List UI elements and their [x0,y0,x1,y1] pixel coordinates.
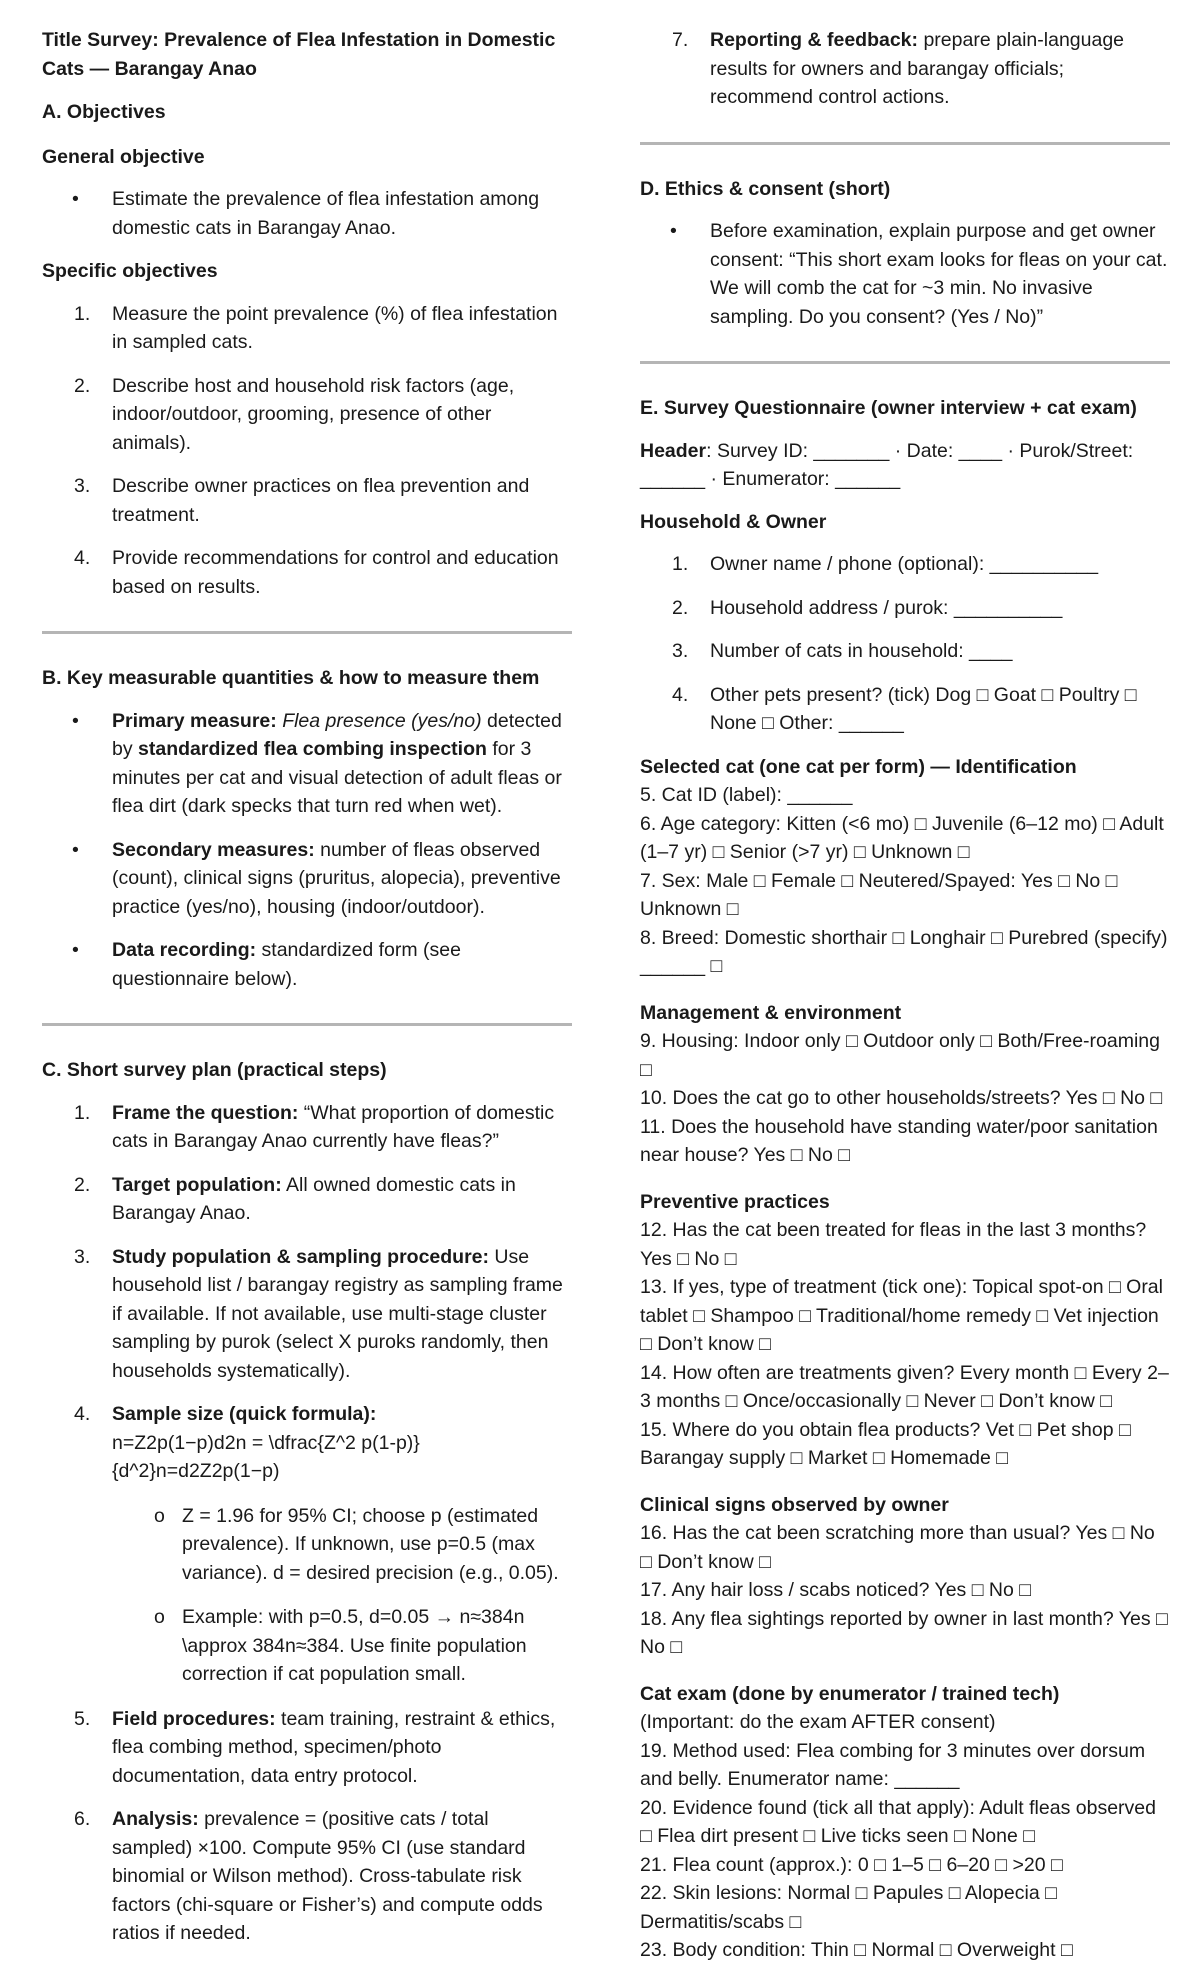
section-b-heading: B. Key measurable quantities & how to measure them [42,667,540,689]
list-item: 6. Analysis: prevalence = (positive cats / total sampled) ×100. Compute 95% CI (use standard binomial or Wilson method). Cross-tabulate risk factors (chi-square or Fisher’s) and compute odds ratios if needed. [74,1808,543,1944]
identification-block [640,753,1170,981]
question-line: 6. Age category: Kitten (<6 mo) □ Juvenile (6–12 mo) □ Adult (1–7 yr) □ Senior (>7 yr) □ Unknown □ [640,812,1164,863]
question-line: 22. Skin lesions: Normal □ Papules □ Alopecia □ Dermatitis/scabs □ [640,1882,1057,1933]
cat-exam-block [640,1680,1170,1965]
management-heading: Management & environment [640,1001,902,1024]
question-line: 14. How often are treatments given? Every month □ Every 2–3 months □ Once/occasionally □ Never □ Don’t know □ [640,1361,1169,1412]
question-line: 15. Where do you obtain flea products? Vet □ Pet shop □ Barangay supply □ Market □ Homemade □ [640,1418,1131,1469]
list-item: 2. Household address / purok: __________ [672,596,1063,619]
survey-plan-list-continued [640,26,1170,112]
list-item: • Secondary measures: number of fleas observed (count), clinical signs (pruritus, alopecia), preventive practice (yes/no), housing (indoor/outdoor). [72,838,561,918]
question-line: 23. Body condition: Thin □ Normal □ Overweight □ [640,1939,1073,1961]
section-c-heading: C. Short survey plan (practical steps) [42,1059,387,1081]
household-list [640,550,1170,738]
list-item: 3. Number of cats in household: ____ [672,640,1013,662]
bullet-marker: • [72,188,79,210]
preventive-block [640,1188,1170,1473]
list-item: 7. Reporting & feedback: prepare plain-language results for owners and barangay officials; recommend control actions. [672,29,1125,108]
list-item: 4. Other pets present? (tick) Dog □ Goat □ Poultry □ None □ Other: ______ [672,683,1137,734]
general-objective-list [42,185,572,242]
specific-objectives-heading: Specific objectives [42,260,218,282]
question-line: 5. Cat ID (label): ______ [640,784,853,806]
list-item: 1. Measure the point prevalence (%) of flea infestation in sampled cats. [74,302,558,353]
list-item: 1. Frame the question: “What proportion of domestic cats in Barangay Anao currently have fleas?” [74,1101,555,1152]
question-line: 16. Has the cat been scratching more than usual? Yes □ No □ Don’t know □ [640,1522,1155,1573]
list-item: 5. Field procedures: team training, restraint & ethics, flea combing method, specimen/photo documentation, data entry protocol. [74,1707,556,1787]
cat-exam-heading: Cat exam (done by enumerator / trained tech) [640,1682,1060,1705]
question-line: 17. Any hair loss / scabs noticed? Yes □ No □ [640,1579,1032,1601]
questionnaire-header: Header: Survey ID: _______ · Date: ____ · Purok/Street: ______ · Enumerator: ______ [640,439,1134,490]
list-item: • Data recording: standardized form (see questionnaire below). [72,939,461,990]
identification-heading: Selected cat (one cat per form) — Identification [640,755,1077,778]
list-item: o Z = 1.96 for 95% CI; choose p (estimated prevalence). If unknown, use p=0.5 (max variance). d = desired precision (e.g., 0.05). [154,1504,559,1584]
list-item: • Estimate the prevalence of flea infestation among domestic cats in Barangay Anao. [42,185,572,242]
question-line: 7. Sex: Male □ Female □ Neutered/Spayed: Yes □ No □ Unknown □ [640,869,1118,920]
list-item: 3. Describe owner practices on flea prevention and treatment. [74,475,530,526]
section-divider [640,361,1170,364]
list-item: o Example: with p=0.5, d=0.05 → n≈384n \approx 384n≈384. Use finite population correction if cat population small. [154,1606,527,1685]
list-item: 2. Target population: All owned domestic cats in Barangay Anao. [74,1173,516,1224]
preventive-heading: Preventive practices [640,1190,830,1213]
management-block [640,999,1170,1170]
question-line: 13. If yes, type of treatment (tick one): Topical spot-on □ Oral tablet □ Shampoo □ Traditional/home remedy □ Vet injection □ Don’t know □ [640,1276,1163,1355]
list-item: 4. Sample size (quick formula): n=Z2p(1−p)d2n = \dfrac{Z^2 p(1-p)}{d^2}n=d2Z2p(1−p) o Z = 1.96 for 95% CI; choose p (estimated prevalence). If unknown, use p=0.5 (max variance). d = desired precision (e.g., 0.05). o Example: with p=0.5, d=0.05 → n≈384n \approx 384n≈384. Use finite population correction if cat population small. [42,1400,572,1689]
question-line: 10. Does the cat go to other households/streets? Yes □ No □ [640,1087,1163,1109]
section-e-heading: E. Survey Questionnaire (owner interview + cat exam) [640,397,1137,419]
left-column [42,26,572,1963]
ethics-list [640,217,1170,331]
list-item: 2. Describe host and household risk factors (age, indoor/outdoor, grooming, presence of other animals). [74,374,515,454]
list-item: 3. Study population & sampling procedure: Use household list / barangay registry as sampling frame if available. If not available, use multi-stage cluster sampling by purok (select X puroks randomly, then households systematically). [74,1245,563,1382]
question-line: 8. Breed: Domestic shorthair □ Longhair □ Purebred (specify) ______ □ [640,926,1168,977]
section-a-heading: A. Objectives [42,101,166,123]
general-objective-heading: General objective [42,145,205,168]
clinical-signs-block [640,1491,1170,1662]
specific-objectives-list [42,300,572,602]
question-line: 21. Flea count (approx.): 0 □ 1–5 □ 6–20 □ >20 □ [640,1853,1063,1876]
sample-size-formula: n=Z2p(1−p)d2n = \dfrac{Z^2 p(1-p)}{d^2}n=d2Z2p(1−p) [112,1431,420,1482]
section-divider [640,142,1170,145]
survey-plan-list [42,1099,572,1948]
measures-list [42,707,572,994]
formula-notes [112,1502,572,1689]
list-item: • Before examination, explain purpose and get owner consent: “This short exam looks for fleas on your cat. We will comb the cat for ~3 min. No invasive sampling. Do you consent? (Yes / No)” [670,220,1168,328]
question-line: 11. Does the household have standing water/poor sanitation near house? Yes □ No □ [640,1115,1158,1166]
question-line: 19. Method used: Flea combing for 3 minutes over dorsum and belly. Enumerator name: ______ [640,1739,1146,1790]
household-heading: Household & Owner [640,510,827,533]
question-line: 9. Housing: Indoor only □ Outdoor only □ Both/Free-roaming □ [640,1030,1160,1081]
section-d-heading: D. Ethics & consent (short) [640,177,891,200]
question-line: 12. Has the cat been treated for fleas in the last 3 months? Yes □ No □ [640,1219,1147,1270]
question-line: (Important: do the exam AFTER consent) [640,1711,996,1733]
section-divider [42,1023,572,1026]
question-line: 20. Evidence found (tick all that apply): Adult fleas observed □ Flea dirt present □ Live ticks seen □ None □ [640,1796,1156,1847]
question-line: 18. Any flea sightings reported by owner in last month? Yes □ No □ [640,1607,1168,1658]
clinical-signs-heading: Clinical signs observed by owner [640,1493,949,1516]
right-column [640,26,1170,1965]
list-item: 1. Owner name / phone (optional): __________ [672,553,1099,575]
section-divider [42,631,572,634]
document-title: Title Survey: Prevalence of Flea Infestation in Domestic Cats — Barangay Anao [42,29,556,80]
list-item: • Primary measure: Flea presence (yes/no) detected by standardized flea combing inspection for 3 minutes per cat and visual detection of adult fleas or flea dirt (dark specks that turn red when wet). [72,709,562,817]
list-item: 4. Provide recommendations for control and education based on results. [74,547,559,598]
